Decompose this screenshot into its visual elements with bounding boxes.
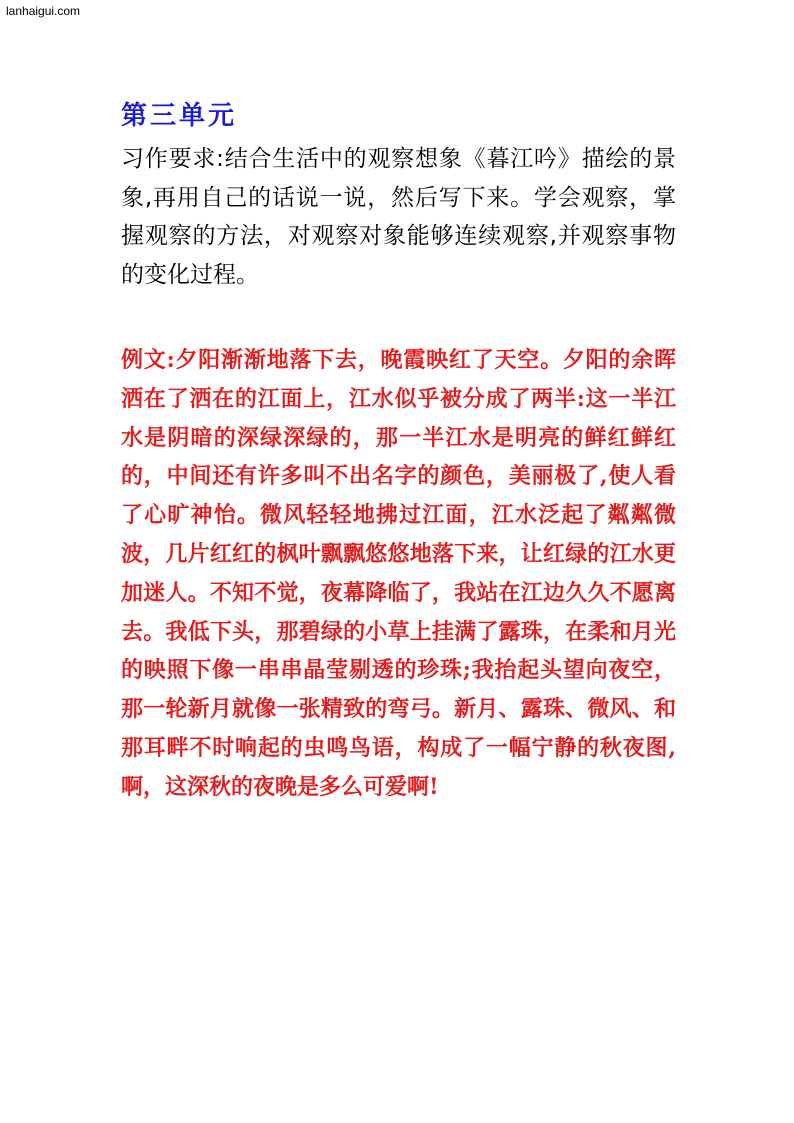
unit-title: 第三单元 [121,101,238,131]
site-watermark: lanhaigui.com [6,4,81,18]
document-body [121,96,676,807]
example-essay: 例文:夕阳渐渐地落下去，晚霞映红了天空。夕阳的余晖洒在了洒在的江面上，江水似乎被分成了两半:这一半江水是阴暗的深绿深绿的，那一半江水是明亮的鲜红鲜红的，中间还有许多叫不出名字的颜色，美丽极了,使人看了心旷神怡。微风轻轻地拂过江面，江水泛起了粼粼微波，几片红红的枫叶飘飘悠悠地落下来，让红绿的江水更加迷人。不知不觉，夜幕降临了，我站在江边久久不愿离去。我低下头，那碧绿的小草上挂满了露珠，在柔和月光的映照下像一串串晶莹剔透的珍珠;我抬起头望向夜空，那一轮新月就像一张精致的弯弓。新月、露珠、微风、和那耳畔不时响起的虫鸣鸟语，构成了一幅宁静的秋夜图,啊，这深秋的夜晚是多么可爱啊! [121,347,676,800]
writing-requirement: 习作要求:结合生活中的观察想象《暮江吟》描绘的景象,再用自己的话说一说，然后写下来。学会观察，掌握观察的方法，对观察对象能够连续观察,并观察事物的变化过程。 [121,146,676,288]
